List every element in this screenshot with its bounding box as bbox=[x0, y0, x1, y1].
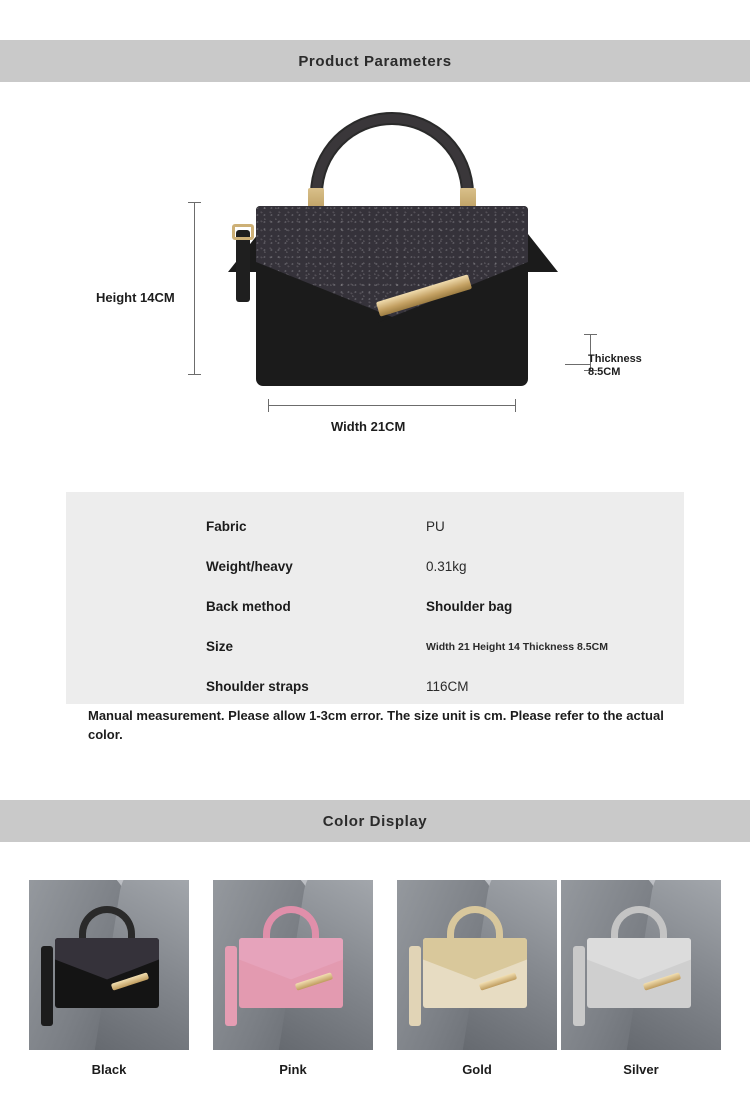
mini-handbag-silver bbox=[587, 932, 691, 1024]
mini-handbag-gold bbox=[423, 932, 527, 1024]
spec-key-fabric: Fabric bbox=[206, 519, 247, 534]
mini-handbag-black bbox=[55, 932, 159, 1024]
color-option-black[interactable] bbox=[29, 880, 189, 1077]
section-banner-colors bbox=[0, 800, 750, 842]
color-display-gallery bbox=[0, 880, 750, 1100]
product-dimension-diagram bbox=[0, 84, 750, 454]
handbag-illustration bbox=[228, 106, 558, 406]
spec-value-back-method: Shoulder bag bbox=[426, 599, 513, 614]
thickness-measure-label-line1: Thickness bbox=[588, 353, 642, 365]
bag-side-right bbox=[528, 234, 558, 272]
thickness-measure-cap-top bbox=[584, 334, 597, 335]
section-banner-parameters-label: Product Parameters bbox=[298, 52, 452, 70]
section-banner-parameters bbox=[0, 40, 750, 82]
color-option-gold[interactable] bbox=[397, 880, 557, 1077]
mini-strap bbox=[409, 946, 421, 1026]
spec-value-weight: 0.31kg bbox=[426, 559, 467, 574]
bag-strap-ring bbox=[232, 224, 254, 240]
width-measure-line bbox=[268, 405, 516, 406]
height-measure-cap-top bbox=[188, 202, 201, 203]
spec-row bbox=[66, 546, 684, 587]
width-measure-cap-right bbox=[515, 399, 516, 412]
mini-strap bbox=[225, 946, 237, 1026]
spec-value-fabric: PU bbox=[426, 519, 445, 534]
spec-value-size: Width 21 Height 14 Thickness 8.5CM bbox=[426, 640, 608, 653]
color-photo-gold[interactable] bbox=[397, 880, 557, 1050]
spec-row bbox=[66, 586, 684, 627]
measurement-note: Manual measurement. Please allow 1-3cm error. The size unit is cm. Please refer to the actual color. bbox=[88, 708, 664, 742]
height-measure-cap-bottom bbox=[188, 374, 201, 375]
height-measure-line bbox=[194, 202, 195, 374]
spec-row bbox=[66, 666, 684, 707]
color-label-black: Black bbox=[91, 1062, 127, 1077]
bag-strap-tab bbox=[236, 230, 250, 302]
spec-key-back-method: Back method bbox=[206, 599, 291, 614]
color-label-silver: Silver bbox=[623, 1062, 659, 1077]
spec-row bbox=[66, 626, 684, 667]
specification-table bbox=[66, 492, 684, 704]
spec-key-size: Size bbox=[206, 639, 234, 654]
section-banner-colors-label: Color Display bbox=[322, 812, 428, 830]
bag-handle-sparkle bbox=[312, 114, 472, 206]
width-measure-label: Width 21CM bbox=[331, 419, 406, 434]
spec-row bbox=[66, 506, 684, 547]
thickness-measure-label-line2: 8.5CM bbox=[588, 366, 621, 378]
mini-handbag-pink bbox=[239, 932, 343, 1024]
color-label-gold: Gold bbox=[462, 1062, 492, 1077]
mini-strap bbox=[41, 946, 53, 1026]
color-photo-silver[interactable] bbox=[561, 880, 721, 1050]
spec-value-shoulder-straps: 116CM bbox=[426, 679, 469, 694]
spec-key-shoulder-straps: Shoulder straps bbox=[206, 679, 309, 694]
width-measure-cap-left bbox=[268, 399, 269, 412]
color-label-pink: Pink bbox=[279, 1062, 307, 1077]
color-option-pink[interactable] bbox=[213, 880, 373, 1077]
height-measure-label: Height 14CM bbox=[96, 290, 175, 305]
spec-key-weight: Weight/heavy bbox=[206, 559, 293, 574]
color-photo-black[interactable] bbox=[29, 880, 189, 1050]
color-photo-pink[interactable] bbox=[213, 880, 373, 1050]
color-option-silver[interactable] bbox=[561, 880, 721, 1077]
mini-strap bbox=[573, 946, 585, 1026]
